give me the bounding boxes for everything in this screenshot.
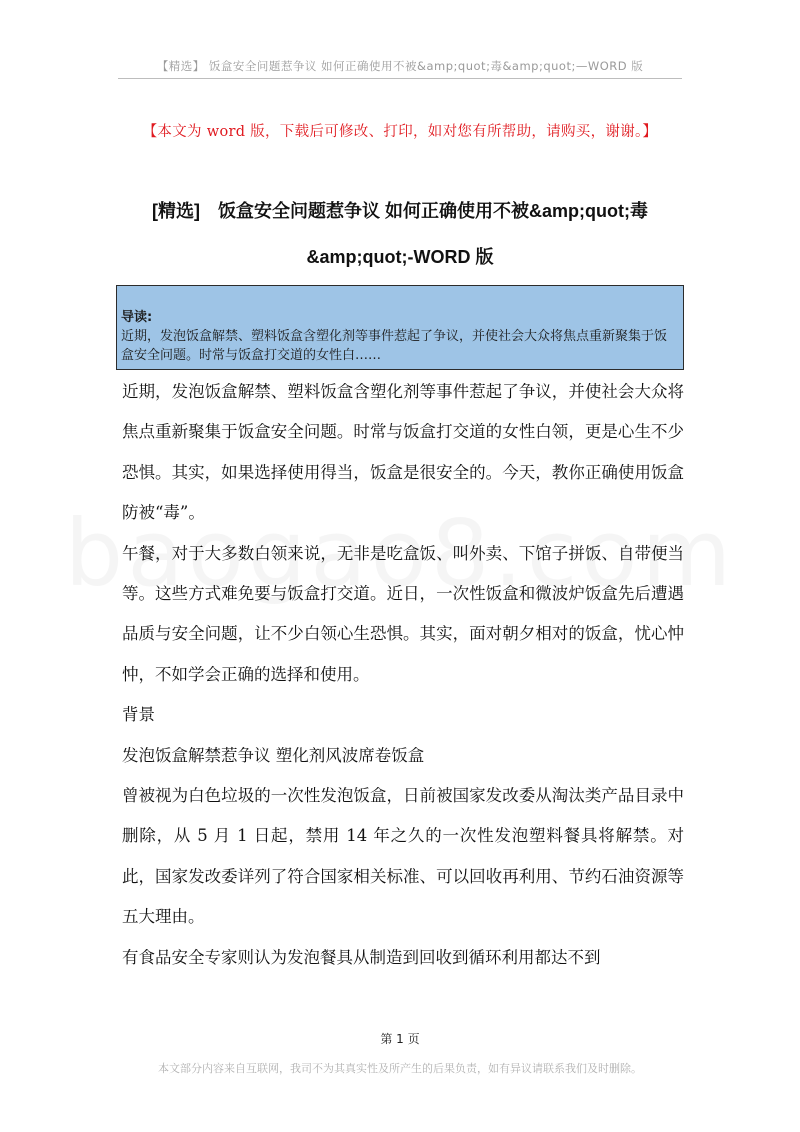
- paragraph: 午餐，对于大多数白领来说，无非是吃盒饭、叫外卖、下馆子拼饭、自带便当等。这些方式难免要与饭盒打交道。近日，一次性饭盒和微波炉饭盒先后遭遇品质与安全问题，让不少白领心生恐惧。其实，面对朝夕相对的饭盒，忧心忡忡，不如学会正确的选择和使用。: [122, 543, 684, 684]
- header-divider: [118, 78, 682, 79]
- title-line-2: &amp;quot;-WORD 版: [306, 247, 494, 267]
- purchase-notice: 【本文为 word 版，下载后可修改、打印，如对您有所帮助，请购买，谢谢。】: [142, 124, 658, 140]
- guide-label: 导读:: [121, 310, 153, 325]
- page-footer: 本文部分内容来自互联网，我司不为其真实性及所产生的后果负责，如有异议请联系我们及时删除。: [158, 1062, 642, 1075]
- section-subheading: 发泡饭盒解禁惹争议 塑化剂风波席卷饭盒: [122, 745, 425, 765]
- paragraph: 近期，发泡饭盒解禁、塑料饭盒含塑化剂等事件惹起了争议，并使社会大众将焦点重新聚集于饭盒安全问题。时常与饭盒打交道的女性白领，更是心生不少恐惧。其实，如果选择使用得当，饭盒是很安全的。今天，教你正确使用饭盒防被“毒”。: [122, 382, 684, 523]
- page-header: 【精选】 饭盒安全问题惹争议 如何正确使用不被&amp;quot;毒&amp;quot;—WORD 版: [156, 59, 644, 73]
- page-number: 第 1 页: [380, 1032, 420, 1046]
- paragraph: 有食品安全专家则认为发泡餐具从制造到回收到循环利用都达不到: [122, 947, 601, 967]
- document-title: [118, 188, 682, 280]
- section-heading: 背景: [122, 705, 155, 725]
- paragraph: 曾被视为白色垃圾的一次性发泡饭盒，日前被国家发改委从淘汰类产品目录中删除，从 5 月 1 日起，禁用 14 年之久的一次性发泡塑料餐具将解禁。对此，国家发改委详列了符合国家相关标准、可以回收再利用、节约石油资源等五大理由。: [122, 786, 684, 927]
- title-line-1: [精选] 饭盒安全问题惹争议 如何正确使用不被&amp;quot;毒: [152, 201, 648, 221]
- guide-box: [116, 285, 684, 370]
- article-body: [122, 372, 684, 978]
- guide-text: 近期，发泡饭盒解禁、塑料饭盒含塑化剂等事件惹起了争议，并使社会大众将焦点重新聚集于饭盒安全问题。时常与饭盒打交道的女性白……: [121, 329, 668, 363]
